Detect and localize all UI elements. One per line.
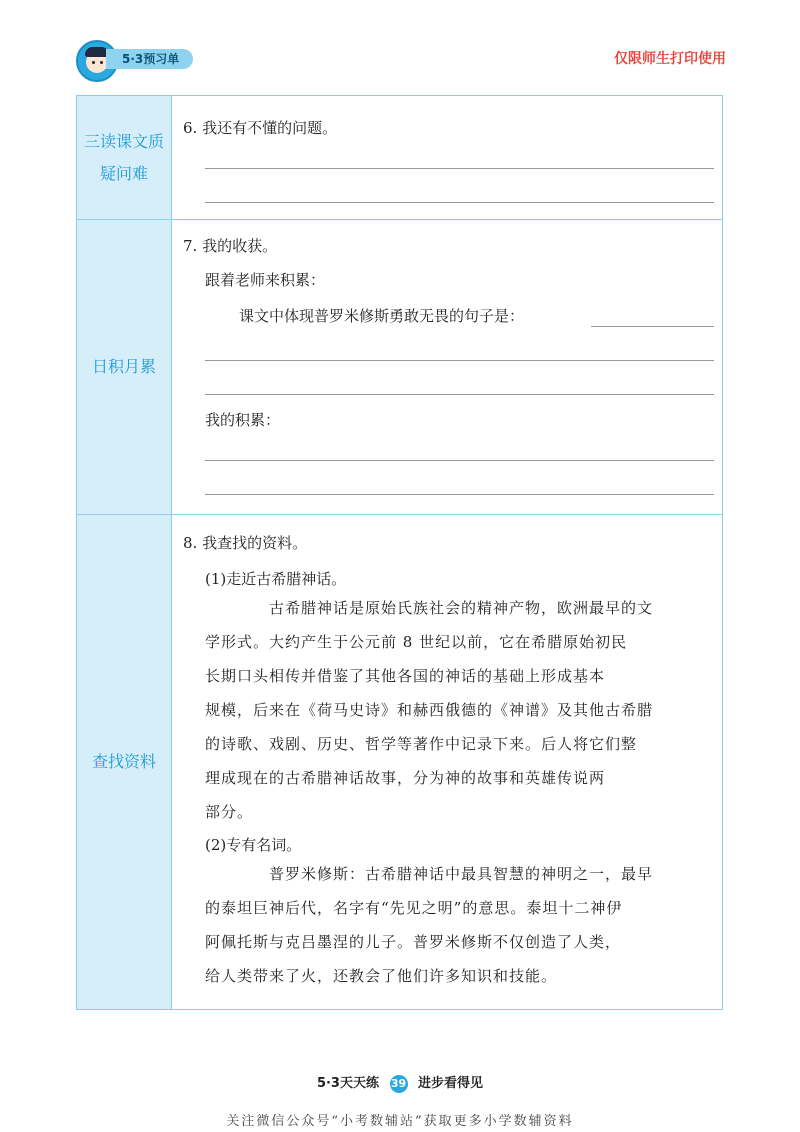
print-notice: 仅限师生打印使用: [614, 51, 726, 67]
page-number: 39: [390, 1075, 408, 1093]
label-text: 查找资料: [91, 752, 156, 771]
paragraph-line: 给人类带来了火，还教会了他们许多知识和技能。: [205, 967, 558, 985]
part2-title: (2)专有名词。: [205, 836, 302, 854]
paragraph-line: 的泰坦巨神后代，名字有“先见之明”的意思。泰坦十二神伊: [205, 899, 623, 917]
question-8: 8. 我查找的资料。: [183, 534, 308, 552]
paragraph-line: 理成现在的古希腊神话故事，分为神的故事和英雄传说两: [205, 769, 606, 787]
section-content: [171, 96, 722, 219]
answer-line[interactable]: [205, 360, 714, 361]
label-text: 日积月累: [91, 357, 156, 376]
worksheet-table: [76, 95, 723, 1010]
answer-line[interactable]: [205, 494, 714, 495]
page-footer: [0, 1072, 800, 1093]
footer-slogan: 进步看得见: [418, 1076, 484, 1091]
section-label: [77, 515, 172, 1009]
part2-paragraph: [205, 857, 653, 993]
follow-teacher-label: 跟着老师来积累：: [205, 271, 326, 289]
section-label: [77, 96, 172, 219]
section-questions: [77, 96, 722, 220]
answer-line[interactable]: [591, 326, 714, 327]
question-7: 7. 我的收获。: [183, 237, 278, 255]
section-content: [171, 515, 722, 1009]
answer-line[interactable]: [205, 460, 714, 461]
paragraph-line: 古希腊神话是原始氏族社会的精神产物，欧洲最早的文: [269, 599, 654, 617]
part1-paragraph: [205, 591, 653, 829]
footer-series: 5·3天天练: [316, 1076, 379, 1091]
section-content: [171, 220, 722, 514]
paragraph-line: 普罗米修斯：古希腊神话中最具智慧的神明之一，最早: [269, 865, 654, 883]
paragraph-line: 学形式。大约产生于公元前 8 世纪以前，它在希腊原始初民: [205, 633, 628, 651]
paragraph-line: 的诗歌、戏剧、历史、哲学等著作中记录下来。后人将它们整: [205, 735, 638, 753]
bottom-note: 关注微信公众号“小考数辅站”获取更多小学数辅资料: [226, 1114, 574, 1129]
section-accumulation: [77, 220, 722, 515]
paragraph-line: 部分。: [205, 803, 254, 821]
series-badge: 5·3预习单: [106, 49, 193, 69]
paragraph-line: 长期口头相传并借鉴了其他各国的神话的基础上形成基本: [205, 667, 606, 685]
part1-title: (1)走近古希腊神话。: [205, 570, 347, 588]
section-label: [77, 220, 172, 514]
page-header: [76, 40, 726, 80]
my-accumulation-label: 我的积累：: [205, 411, 281, 429]
paragraph-line: 阿佩托斯与克吕墨涅的儿子。普罗米修斯不仅创造了人类，: [205, 933, 622, 951]
section-research: [77, 515, 722, 1009]
question-6: 6. 我还有不懂的问题。: [183, 119, 338, 137]
answer-line[interactable]: [205, 168, 714, 169]
paragraph-line: 规模，后来在《荷马史诗》和赫西俄德的《神谱》及其他古希腊: [205, 701, 654, 719]
answer-line[interactable]: [205, 202, 714, 203]
answer-line[interactable]: [205, 394, 714, 395]
label-text: 三读课文质疑问难: [84, 131, 165, 183]
brave-sentence-label: 课文中体现普罗米修斯勇敢无畏的句子是：: [239, 307, 525, 325]
